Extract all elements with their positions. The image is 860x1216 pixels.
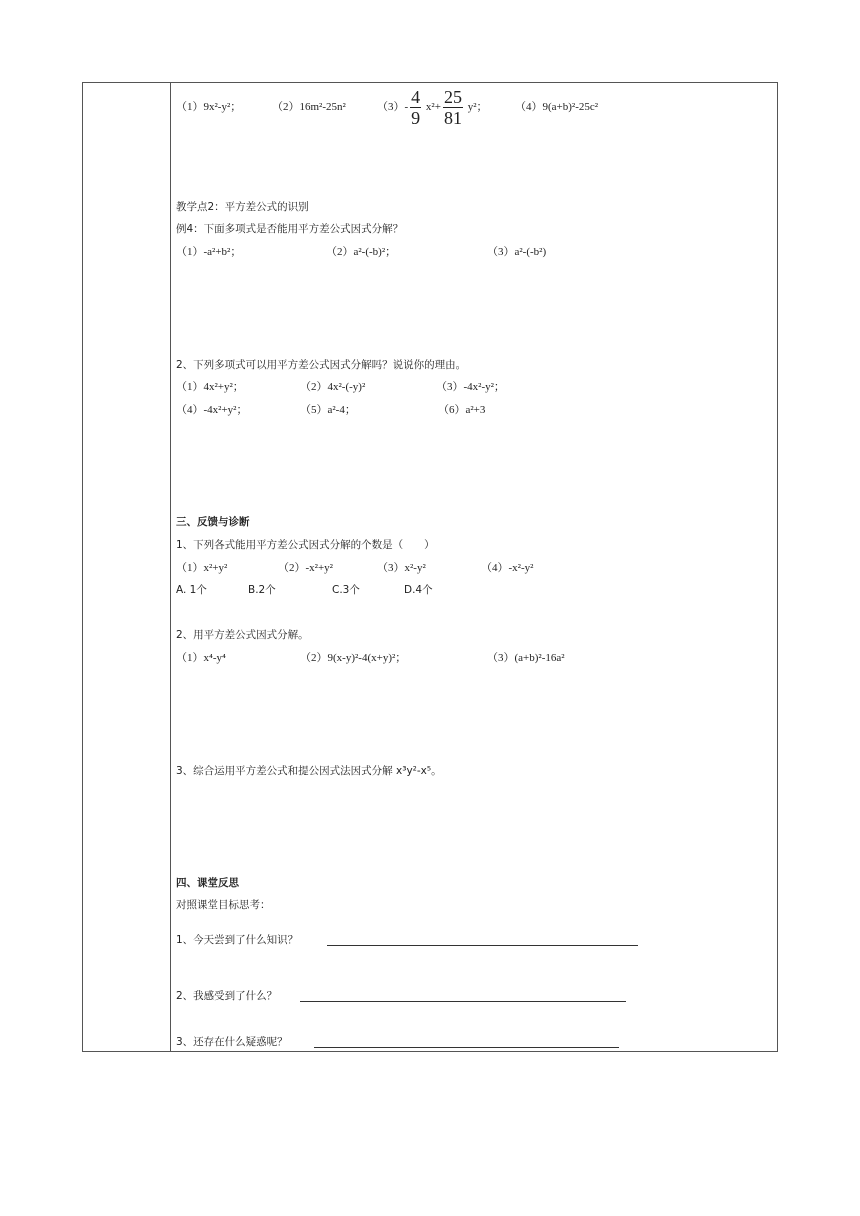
reflection-1-blank[interactable] [327,945,638,946]
reflection-2-blank[interactable] [300,1001,626,1002]
choice-c: C.3个 [332,584,360,596]
ex4-item-1: （1）-a²+b²； [176,246,242,258]
s3-q2-item-3: （3）(a+b)²-16a² [487,652,565,664]
frac1-denominator: 9 [411,107,421,128]
section4-intro: 对照课堂目标思考： [176,899,271,911]
ex-p3-mid: x²+ [423,101,441,113]
s3-q1-item-2: （2）-x²+y² [278,562,333,574]
reflection-3-blank[interactable] [314,1047,619,1048]
q2-item-4: （4）-4x²+y²； [176,404,248,416]
frac1-numerator: 4 [411,86,421,107]
s3-q1-item-1: （1）x²+y² [176,562,228,574]
s3-q1-item-4: （4）-x²-y² [481,562,534,574]
ex-p2: （2）16m²-25n² [272,101,346,113]
reflection-1-label: 1、今天尝到了什么知识？ [176,934,299,946]
q2-item-2: （2）4x²-(-y)² [300,381,366,393]
choice-b: B.2个 [248,584,276,596]
frac2-numerator: 25 [443,86,462,107]
ex-p3 [377,85,488,129]
choice-d: D.4个 [404,584,433,596]
s3-q1-item-3: （3）x²-y² [377,562,426,574]
column-divider [170,82,171,1052]
choice-a: A. 1个 [176,584,207,596]
ex-p3-suffix: y²； [464,101,488,113]
q2-item-1: （1）4x²+y²； [176,381,244,393]
q2-item-5: （5）a²-4； [300,404,356,416]
reflection-3-label: 3、还存在什么疑惑呢？ [176,1036,288,1048]
fraction-25-81 [443,87,463,128]
s3-q2-item-1: （1）x⁴-y⁴ [176,652,226,664]
q2-item-3: （3）-4x²-y²； [436,381,505,393]
q2-text: 2、下列多项式可以用平方差公式因式分解吗？说说你的理由。 [176,359,467,371]
q2-item-6: （6）a²+3 [438,404,486,416]
ex-p1: （1）9x²-y²； [176,101,242,113]
fraction-4-9 [410,87,421,128]
ex-p3-prefix: （3）- [377,101,409,113]
s3-q3-text: 3、综合运用平方差公式和提公因式法因式分解 x³y²-x⁵。 [176,765,442,777]
point2-title: 教学点2：平方差公式的识别 [176,201,309,213]
s3-q2-item-2: （2）9(x-y)²-4(x+y)²； [300,652,407,664]
section3-heading: 三、反馈与诊断 [176,516,250,528]
section4-heading: 四、课堂反思 [176,877,239,889]
frac2-denominator: 81 [443,107,462,128]
s3-q2-text: 2、用平方差公式因式分解。 [176,629,309,641]
reflection-2-label: 2、我感受到了什么？ [176,990,278,1002]
s3-q1-text: 1、下列各式能用平方差公式因式分解的个数是（ ） [176,539,435,551]
example4-text: 例4：下面多项式是否能用平方差公式因式分解？ [176,223,404,235]
ex4-item-3: （3）a²-(-b²) [487,246,547,258]
ex-p4: （4）9(a+b)²-25c² [515,101,599,113]
ex4-item-2: （2）a²-(-b)²； [326,246,397,258]
